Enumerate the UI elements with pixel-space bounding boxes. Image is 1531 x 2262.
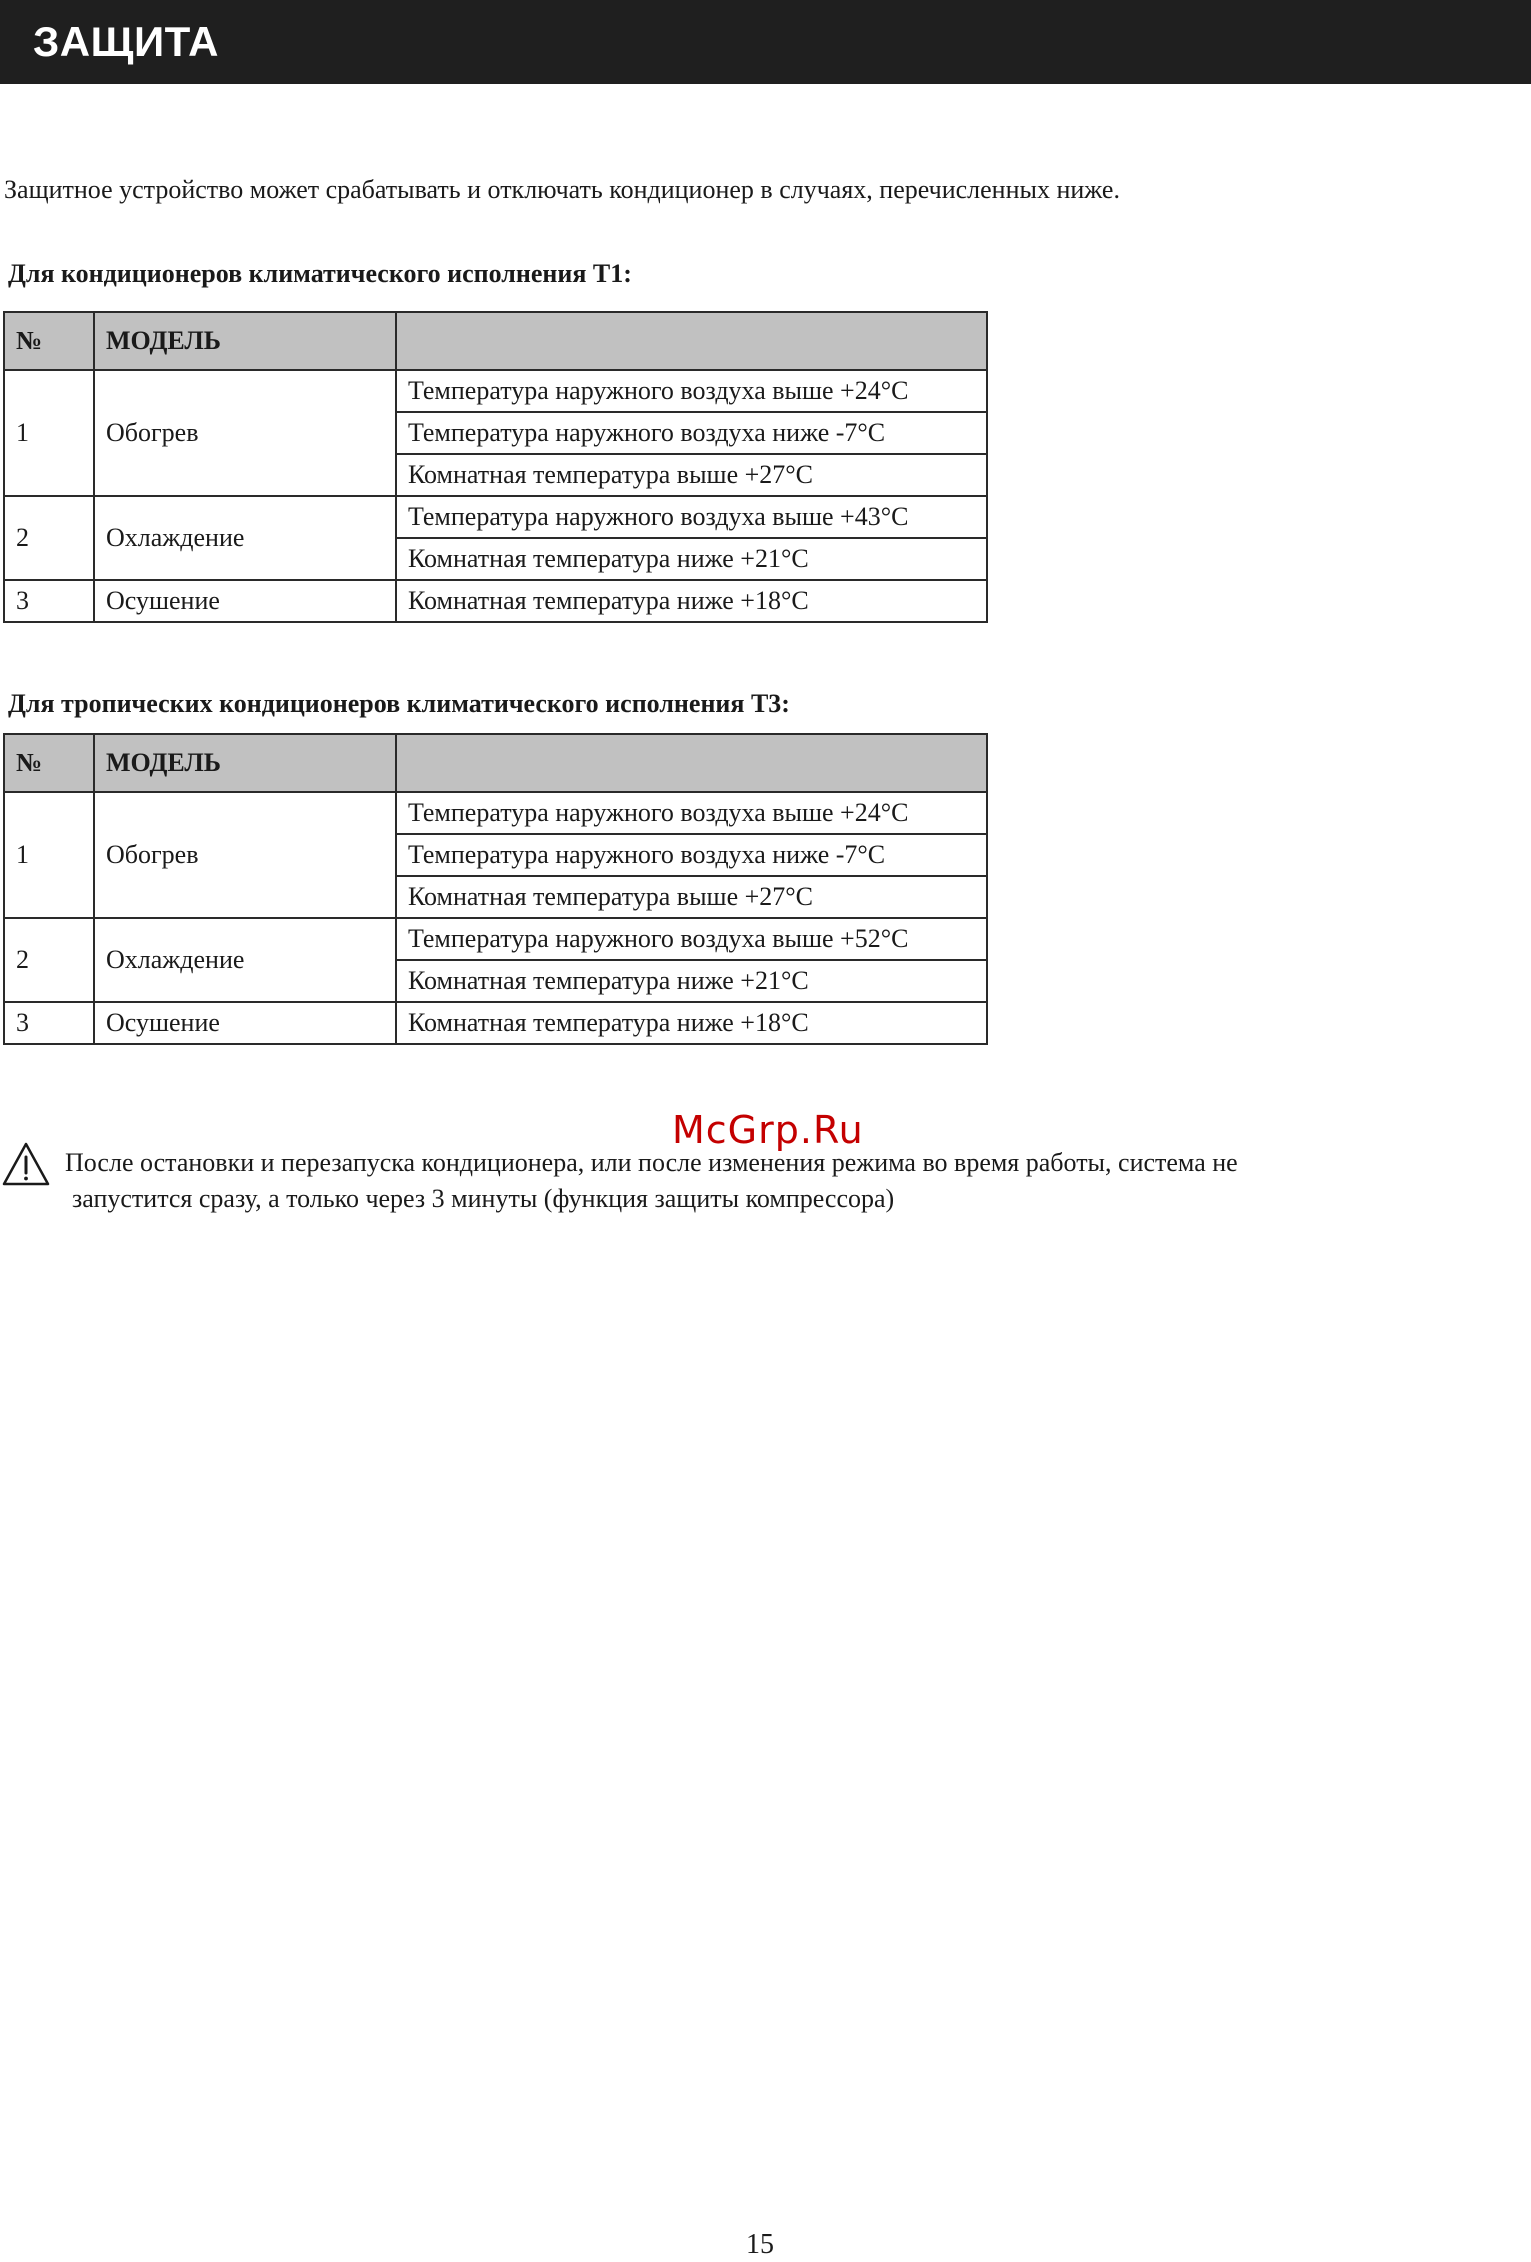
table-row xyxy=(4,496,987,538)
row-condition: Комнатная температура ниже +21°C xyxy=(396,960,987,1002)
row-mode: Обогрев xyxy=(94,792,396,918)
row-condition: Комнатная температура выше +27°C xyxy=(396,876,987,918)
table-row xyxy=(4,918,987,960)
row-condition: Температура наружного воздуха выше +52°C xyxy=(396,918,987,960)
watermark: McGrp.Ru xyxy=(672,1108,864,1152)
table-row xyxy=(4,1002,987,1044)
table-header-row xyxy=(4,312,987,370)
intro-paragraph: Защитное устройство может срабатывать и отключать кондиционер в случаях, перечисленных ниже. xyxy=(4,175,1120,204)
row-num: 1 xyxy=(4,370,94,496)
header-num: № xyxy=(4,312,94,370)
table-row xyxy=(4,792,987,834)
table-row xyxy=(4,580,987,622)
row-condition: Комнатная температура ниже +18°C xyxy=(396,580,987,622)
header-num: № xyxy=(4,734,94,792)
row-num: 2 xyxy=(4,496,94,580)
row-condition: Комнатная температура ниже +18°C xyxy=(396,1002,987,1044)
table-t1-title: Для кондиционеров климатического исполнения Т1: xyxy=(8,259,632,288)
row-mode: Осушение xyxy=(94,1002,396,1044)
row-condition: Комнатная температура ниже +21°C xyxy=(396,538,987,580)
note-text-line-1: После остановки и перезапуска кондиционера, или после изменения режима во время работы, система не xyxy=(65,1148,1238,1177)
table-header-row xyxy=(4,734,987,792)
row-mode: Осушение xyxy=(94,580,396,622)
row-mode: Обогрев xyxy=(94,370,396,496)
protection-table-t1 xyxy=(3,311,988,623)
page-header xyxy=(0,0,1531,84)
row-condition: Температура наружного воздуха выше +24°C xyxy=(396,792,987,834)
table-t3-title: Для тропических кондиционеров климатического исполнения Т3: xyxy=(8,689,790,718)
row-num: 3 xyxy=(4,1002,94,1044)
header-model: МОДЕЛЬ xyxy=(94,312,396,370)
table-row xyxy=(4,370,987,412)
warning-triangle-icon xyxy=(2,1142,50,1186)
row-condition: Температура наружного воздуха ниже -7°C xyxy=(396,412,987,454)
header-condition xyxy=(396,734,987,792)
note-text-line-2: запустится сразу, а только через 3 минуты (функция защиты компрессора) xyxy=(72,1184,895,1213)
header-condition xyxy=(396,312,987,370)
row-num: 3 xyxy=(4,580,94,622)
row-num: 2 xyxy=(4,918,94,1002)
row-mode: Охлаждение xyxy=(94,918,396,1002)
protection-table-t3 xyxy=(3,733,988,1045)
row-condition: Комнатная температура выше +27°C xyxy=(396,454,987,496)
row-condition: Температура наружного воздуха выше +24°C xyxy=(396,370,987,412)
row-num: 1 xyxy=(4,792,94,918)
page-number: 15 xyxy=(746,2229,774,2260)
row-condition: Температура наружного воздуха выше +43°C xyxy=(396,496,987,538)
page-title: ЗАЩИТА xyxy=(33,18,219,65)
row-condition: Температура наружного воздуха ниже -7°C xyxy=(396,834,987,876)
header-model: МОДЕЛЬ xyxy=(94,734,396,792)
row-mode: Охлаждение xyxy=(94,496,396,580)
